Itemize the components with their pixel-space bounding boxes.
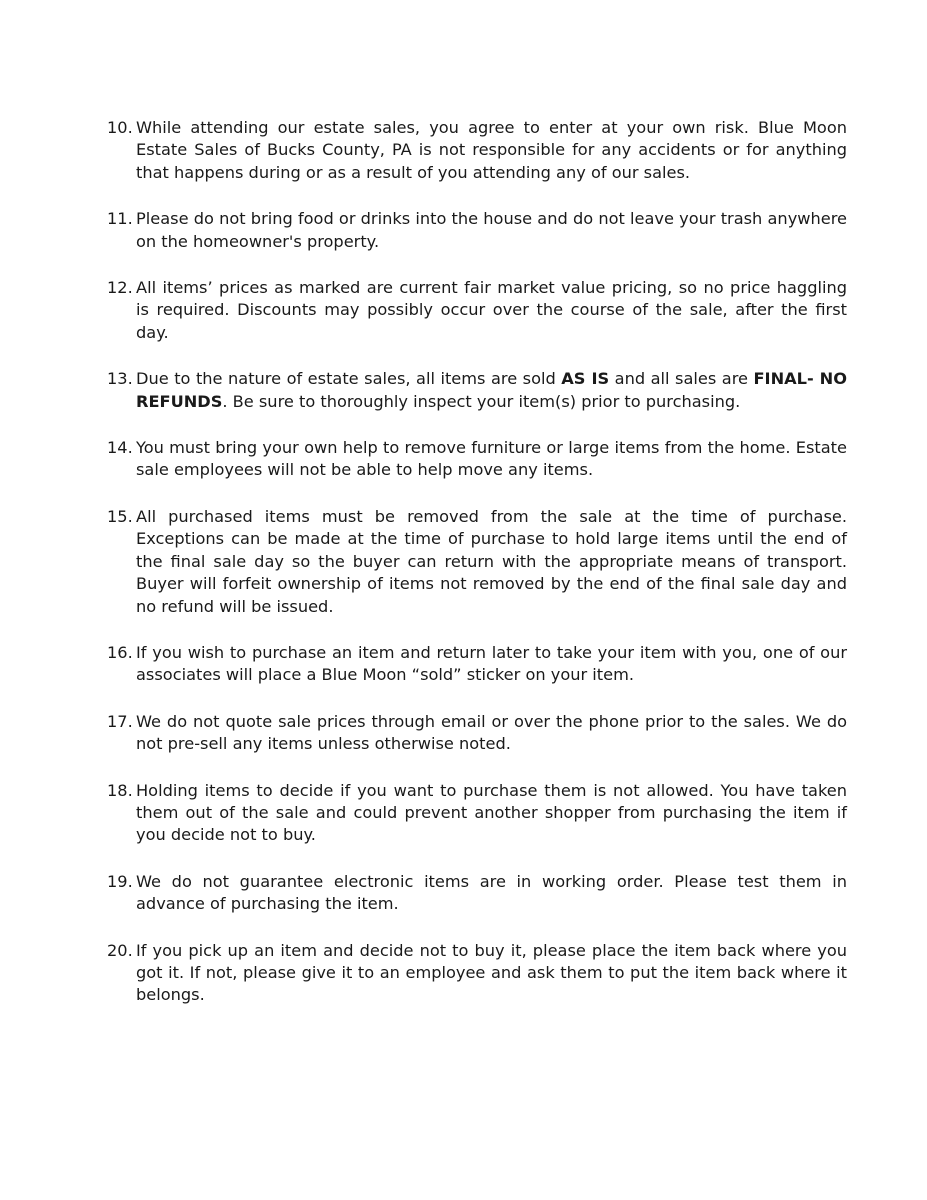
rule-item-11 — [107, 208, 847, 253]
rule-text: While attending our estate sales, you agree to enter at your own risk. Blue Moon Estate Sales of Bucks County, PA is not responsible for any accidents or for anything that happens during or as a result of you attending any of our sales. — [136, 118, 847, 182]
rule-number: 17. — [107, 711, 133, 731]
rule-number: 14. — [107, 438, 133, 458]
rule-text — [136, 368, 847, 413]
rule-number: 16. — [107, 642, 133, 662]
final-no-refunds-emphasis: FINAL- NO REFUNDS — [136, 369, 847, 411]
rule-item-20 — [107, 940, 847, 1007]
rule-item-16 — [107, 642, 847, 687]
rule-item-14 — [107, 437, 847, 482]
rule-number: 19. — [107, 871, 133, 891]
rule-number: 15. — [107, 506, 133, 526]
rule-number: 10. — [107, 118, 133, 137]
rule-text: All items’ prices as marked are current fair market value pricing, so no price haggling is required. Discounts may possibly occur over the course of the sale, after the first day. — [136, 278, 847, 342]
rule-item-17 — [107, 711, 847, 756]
rule-text-segment: Due to the nature of estate sales, all items are sold — [136, 369, 562, 389]
rules-list — [107, 117, 847, 1031]
rule-text: Please do not bring food or drinks into the house and do not leave your trash anywhere on the homeowner's property. — [136, 209, 847, 251]
rule-number: 12. — [107, 278, 133, 298]
as-is-emphasis: AS IS — [561, 369, 610, 389]
rule-number: 18. — [107, 780, 133, 800]
rule-text: All purchased items must be removed from the sale at the time of purchase. Exceptions can be made at the time of purchase to hold large items until the end of the final sale day so the buyer can return with the appropriate means of transport. Buyer will forfeit ownership of items not removed by the end of the final sale day and no refund will be issued. — [136, 506, 847, 616]
rule-text: If you pick up an item and decide not to buy it, please place the item back where you got it. If not, please give it to an employee and ask them to put the item back where it belongs. — [136, 940, 847, 1005]
rule-item-19 — [107, 871, 847, 916]
rule-item-13 — [107, 368, 847, 413]
rule-number: 13. — [107, 369, 133, 389]
rule-text-segment: and all sales are — [609, 369, 754, 389]
rule-item-10 — [107, 117, 847, 184]
rule-text: You must bring your own help to remove furniture or large items from the home. Estate sale employees will not be able to help move any items. — [136, 438, 847, 480]
rule-item-18 — [107, 780, 847, 847]
rule-item-15 — [107, 506, 847, 618]
rule-text: Holding items to decide if you want to purchase them is not allowed. You have taken them out of the sale and could prevent another shopper from purchasing the item if you decide not to buy. — [136, 780, 847, 845]
rule-text: If you wish to purchase an item and return later to take your item with you, one of our associates will place a Blue Moon “sold” sticker on your item. — [136, 642, 847, 685]
rule-number: 20. — [107, 940, 133, 960]
rule-item-12 — [107, 277, 847, 344]
rule-text: We do not quote sale prices through email or over the phone prior to the sales. We do not pre-sell any items unless otherwise noted. — [136, 711, 847, 754]
rule-text-segment: . Be sure to thoroughly inspect your item(s) prior to purchasing. — [222, 391, 741, 411]
rule-text: We do not guarantee electronic items are in working order. Please test them in advance of purchasing the item. — [136, 871, 847, 914]
rule-number: 11. — [107, 209, 133, 229]
